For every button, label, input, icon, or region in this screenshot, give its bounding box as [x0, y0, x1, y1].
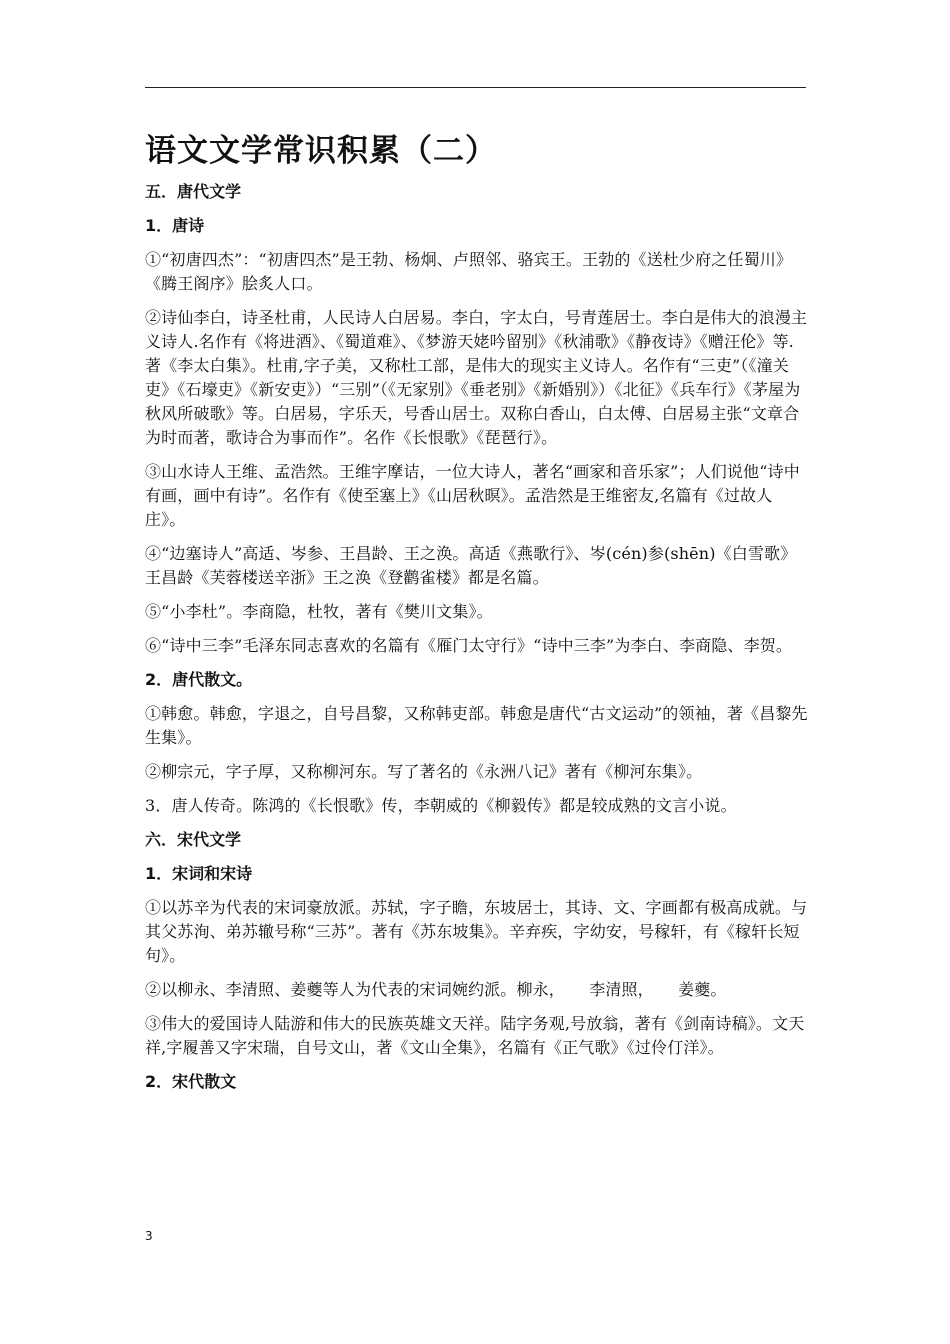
- document-body: [145, 126, 808, 1104]
- paragraph: ⑤“小李杜”。李商隐，杜牧，著有《樊川文集》。: [145, 602, 493, 621]
- section-heading: 五．唐代文学: [145, 182, 242, 201]
- page-number: 3: [145, 1229, 153, 1243]
- paragraph: ①韩愈。韩愈，字退之，自号昌黎，又称韩吏部。韩愈是唐代“古文运动”的领袖，著《昌黎先生集》。: [145, 704, 808, 747]
- subsection-heading: 1．宋词和宋诗: [145, 864, 253, 883]
- paragraph: ⑥“诗中三李”毛泽东同志喜欢的名篇有《雁门太守行》“诗中三李”为李白、李商隐、李贺。: [145, 636, 793, 655]
- header-rule: [145, 87, 806, 88]
- paragraph: ④“边塞诗人”高适、岑参、王昌龄、王之涣。高适《燕歌行》、岑(cén)参(shēn)《白雪歌》王昌龄《芙蓉楼送辛浙》王之涣《登鹳雀楼》都是名篇。: [145, 544, 797, 587]
- subsection-heading: 2．宋代散文: [145, 1072, 237, 1091]
- paragraph: 3．唐人传奇。陈鸿的《长恨歌》传，李朝威的《柳毅传》都是较成熟的文言小说。: [145, 796, 737, 815]
- paragraph: ②柳宗元，字子厚，又称柳河东。写了著名的《永洲八记》著有《柳河东集》。: [145, 762, 703, 781]
- paragraph: ③山水诗人王维、孟浩然。王维字摩诘，一位大诗人，著名“画家和音乐家”；人们说他“诗中有画，画中有诗”。名作有《使至塞上》《山居秋暝》。孟浩然是王维密友,名篇有《过故人庄》。: [145, 462, 800, 529]
- document-title: 语文文学常识积累（二）: [145, 133, 497, 169]
- subsection-heading: 2．唐代散文。: [145, 670, 253, 689]
- paragraph: ①“初唐四杰”：“初唐四杰”是王勃、杨炯、卢照邻、骆宾王。王勃的《送杜少府之任蜀川》《腾王阁序》脍炙人口。: [145, 250, 793, 293]
- paragraph: ②以柳永、李清照、姜夔等人为代表的宋词婉约派。柳永， 李清照， 姜夔。: [145, 980, 727, 999]
- section-heading: 六．宋代文学: [145, 830, 242, 849]
- subsection-heading: 1．唐诗: [145, 216, 205, 235]
- paragraph: ②诗仙李白，诗圣杜甫，人民诗人白居易。李白，字太白，号青莲居士。李白是伟大的浪漫主义诗人.名作有《将进酒》、《蜀道难》、《梦游天姥吟留别》《秋浦歌》《静夜诗》《赠汪伦》等.著《李太白集》。杜甫,字子美，又称杜工部，是伟大的现实主义诗人。名作有“三吏”（《潼关吏》《石壕吏》《新安吏》）“三别”（《无家别》《垂老别》《新婚别》）《北征》《兵车行》《茅屋为秋风所破歌》等。白居易，字乐天，号香山居士。双称白香山，白太傅、白居易主张“文章合为时而著，歌诗合为事而作”。名作《长恨歌》《琵琶行》。: [145, 308, 808, 447]
- paragraph: ③伟大的爱国诗人陆游和伟大的民族英雄文天祥。陆字务观,号放翁，著有《剑南诗稿》。文天祥,字履善又字宋瑞，自号文山，著《文山全集》，名篇有《正气歌》《过伶仃洋》。: [145, 1014, 805, 1057]
- paragraph: ①以苏辛为代表的宋词豪放派。苏轼，字子瞻，东坡居士，其诗、文、字画都有极高成就。与其父苏洵、弟苏辙号称“三苏”。著有《苏东坡集》。辛弃疾，字幼安，号稼轩，有《稼轩长短句》。: [145, 898, 808, 965]
